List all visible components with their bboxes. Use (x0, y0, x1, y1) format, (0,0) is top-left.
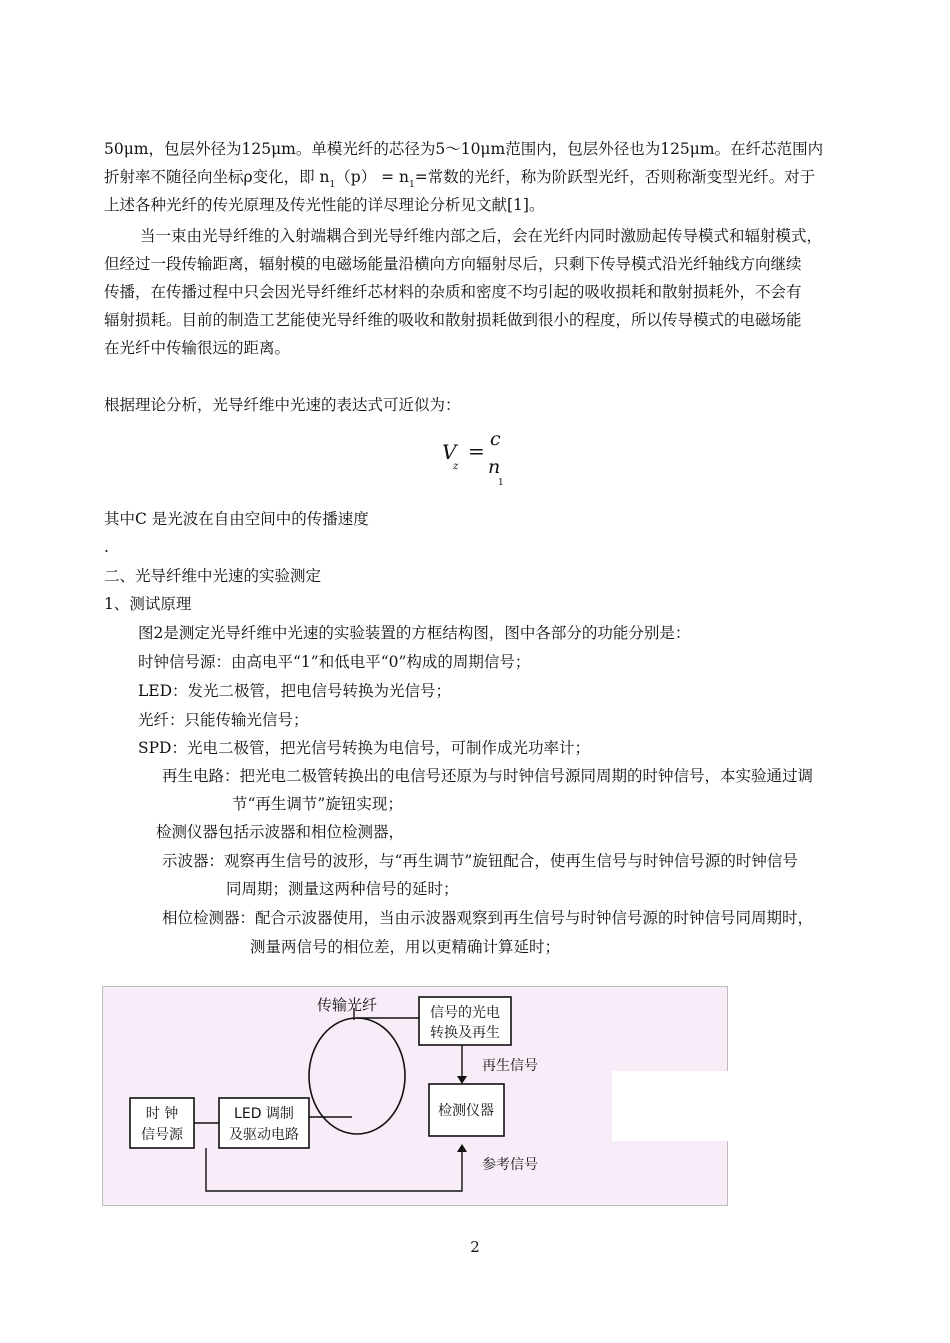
desc-spd: SPD：光电二极管，把光信号转换为电信号，可制作成光功率计； (138, 739, 590, 757)
led-line1: LED 调制 (234, 1106, 294, 1122)
light-speed-formula (438, 428, 518, 488)
para1-line1: 50μm，包层外径为125μm。单模光纤的芯径为5～10μm范围内，包层外径也为125μm。在纤芯范围内 (104, 140, 824, 158)
formula-lhs-sub: z (453, 461, 459, 472)
desc-detect: 检测仪器包括示波器和相位检测器， (156, 823, 405, 841)
subscript: 1 (329, 180, 336, 190)
theory-line: 根据理论分析，光导纤维中光速的表达式可近似为： (104, 396, 461, 414)
clock-line2: 信号源 (141, 1127, 183, 1143)
desc-phase-line1: 相位检测器：配合示波器使用，当由示波器观察到再生信号与时钟信号源的时钟信号同周期时， (162, 909, 814, 927)
desc-phase-line2: 测量两信号的相位差，用以更精确计算延时； (250, 938, 561, 956)
regen-box-line1: 信号的光电 (430, 1005, 500, 1021)
detector-label: 检测仪器 (438, 1103, 494, 1119)
para1-line3: 上述各种光纤的传光原理及传光性能的详尽理论分析见文献[1]。 (104, 196, 545, 214)
formula-numerator: c (490, 428, 501, 450)
stray-dot: . (104, 538, 109, 556)
section-heading: 二、光导纤维中光速的实验测定 (104, 567, 322, 585)
clock-line1: 时 钟 (145, 1106, 179, 1122)
where-line: 其中C 是光波在自由空间中的传播速度 (104, 510, 369, 528)
formula-den-sub: 1 (498, 478, 504, 488)
regen-box-line2: 转换及再生 (430, 1025, 500, 1041)
page-number: 2 (470, 1238, 480, 1256)
para1-line2 (104, 167, 815, 195)
desc-scope-line1: 示波器：观察再生信号的波形，与“再生调节”旋钮配合，使再生信号与时钟信号源的时钟信号 (162, 852, 798, 870)
desc-regen-line2: 节“再生调节”旋钮实现； (232, 795, 403, 813)
desc-fiber: 光纤：只能传输光信号； (138, 711, 309, 729)
para2-line3: 传播，在传播过程中只会因光导纤维纤芯材料的杂质和密度不均引起的吸收损耗和散射损耗外，不会有 (104, 283, 802, 301)
fiber-label: 传输光纤 (317, 996, 378, 1014)
regen-signal-label: 再生信号 (482, 1058, 538, 1074)
desc-clock: 时钟信号源：由高电平“1”和低电平“0”构成的周期信号； (138, 653, 531, 671)
reference-signal-label: 参考信号 (482, 1157, 538, 1173)
formula-denominator: n (488, 456, 501, 478)
para2-line2: 但经过一段传输距离，辐射模的电磁场能量沿横向方向辐射尽后，只剩下传导模式沿光纤轴线方向继续 (104, 255, 802, 273)
formula-eq: = (468, 439, 485, 463)
desc-intro: 图2是测定光导纤维中光速的实验装置的方框结构图，图中各部分的功能分别是： (138, 624, 691, 642)
para2-line5: 在光纤中传输很远的距离。 (104, 339, 291, 357)
para1-line2-a: 折射率不随径向坐标ρ变化，即 n (104, 168, 330, 186)
para2-line1: 当一束由光导纤维的入射端耦合到光导纤维内部之后，会在光纤内同时激励起传导模式和辐射模式， (140, 227, 823, 245)
desc-led: LED：发光二极管，把电信号转换为光信号； (138, 682, 452, 700)
subsection-heading: 1、测试原理 (104, 595, 192, 613)
diagram-white-patch (612, 1071, 728, 1141)
para2-line4: 辐射损耗。目前的制造工艺能使光导纤维的吸收和散射损耗做到很小的程度，所以传导模式的电磁场能 (104, 311, 802, 329)
desc-regen-line1: 再生电路：把光电二极管转换出的电信号还原为与时钟信号源同周期的时钟信号，本实验通过调 (162, 767, 814, 785)
para1-line2-c: =常数的光纤，称为阶跃型光纤，否则称渐变型光纤。对于 (414, 168, 816, 186)
desc-scope-line2: 同周期；测量这两种信号的延时； (226, 880, 459, 898)
led-line2: 及驱动电路 (229, 1127, 299, 1143)
experiment-block-diagram (102, 986, 728, 1206)
para1-line2-b: （p） = n (335, 168, 410, 186)
formula-lhs: V (442, 440, 457, 464)
subscript: 1 (409, 180, 415, 190)
